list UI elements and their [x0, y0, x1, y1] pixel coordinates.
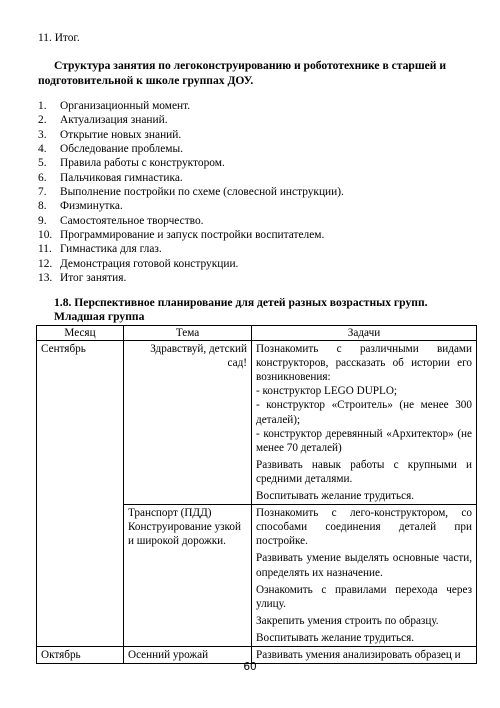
list-item: 2. Актуализация знаний.: [38, 114, 168, 127]
page-number: 60: [243, 661, 257, 673]
table-header-row: [37, 326, 477, 341]
list-item: 1. Организационный момент.: [38, 100, 191, 112]
list-item: 3. Открытие новых знаний.: [38, 128, 182, 141]
list-item: 12. Демонстрация готовой конструкции.: [38, 257, 239, 270]
topic-cell: Транспорт (ПДД) Конструирование узкой и широкой дорожки.: [124, 505, 252, 647]
table-row: [37, 341, 477, 505]
final-item: [38, 31, 80, 45]
planning-table: [36, 325, 477, 664]
task-line: Познакомить с различными видами конструкторов, рассказать об истории его возникновения:: [256, 343, 472, 384]
task-line: Познакомить с лего-конструктором, со способами соединения деталей при постройке.: [256, 507, 472, 548]
list-item: 9. Самостоятельное творчество.: [38, 214, 204, 227]
task-line: - конструктор LEGO DUPLO;: [256, 385, 398, 398]
task-line: Развивать навык работы с крупными и средними деталями.: [256, 458, 472, 485]
list-item: 8. Физминутка.: [38, 200, 123, 213]
column-header-tasks: Задачи: [252, 326, 477, 341]
list-item: 11. Гимнастика для глаз.: [38, 243, 162, 256]
tasks-cell: [252, 505, 477, 647]
list-item: 13. Итог занятия.: [38, 272, 127, 285]
month-cell: Сентябрь: [37, 341, 124, 647]
task-line: Развивать умения анализировать образец и: [256, 648, 461, 661]
month-cell: Октябрь: [37, 646, 124, 663]
group-title: Младшая группа: [54, 310, 145, 323]
topic-cell: Осенний урожай: [124, 646, 252, 663]
list-item: 10. Программирование и запуск постройки воспитателем.: [38, 229, 325, 242]
task-line: Ознакомить с правилами перехода через улицу.: [256, 583, 472, 610]
list-item: 7. Выполнение постройки по схеме (словесной инструкции).: [38, 186, 344, 199]
section-title: 1.8. Перспективное планирование для детей разных возрастных групп.: [54, 296, 428, 309]
lesson-structure-list: [38, 99, 344, 285]
topic-cell: Здравствуй, детский сад!: [124, 341, 252, 505]
task-line: Закрепить умения строить по образцу.: [256, 614, 439, 627]
task-line: Воспитывать желание трудиться.: [256, 631, 415, 644]
structure-heading: Структура занятия по легоконструированию и робототехнике в старшей и подготовительной к школе группах ДОУ.: [38, 59, 447, 87]
list-item: 4. Обследование проблемы.: [38, 143, 183, 156]
tasks-cell: [252, 341, 477, 505]
list-item: 5. Правила работы с конструктором.: [38, 157, 225, 170]
column-header-topic: Тема: [124, 326, 252, 341]
final-item-text: Итог.: [54, 32, 80, 44]
task-line: Воспитывать желание трудиться.: [256, 490, 415, 503]
task-line: - конструктор деревянный «Архитектор» (не менее 70 деталей): [256, 427, 472, 454]
column-header-month: Месяц: [37, 326, 124, 341]
task-line: Развивать умение выделять основные части, определять их назначение.: [256, 552, 472, 579]
list-item: 6. Пальчиковая гимнастика.: [38, 171, 183, 184]
task-line: - конструктор «Строитель» (не менее 300 деталей);: [256, 399, 472, 426]
final-item-number: 11.: [38, 32, 52, 44]
